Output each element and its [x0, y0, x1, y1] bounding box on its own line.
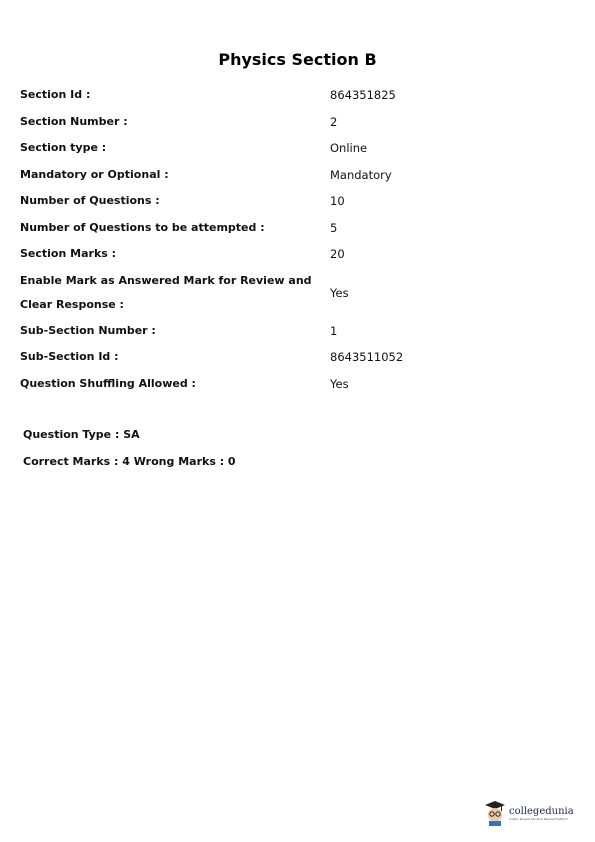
field-value: 1: [330, 323, 338, 338]
field-row-section-number: [20, 109, 580, 136]
field-row-question-shuffling: [20, 371, 580, 398]
field-row-mark-for-review: [20, 268, 580, 318]
field-value: 8643511052: [330, 350, 404, 365]
field-row-questions-to-attempt: [20, 215, 580, 242]
field-value: Yes: [330, 376, 349, 391]
question-type-line: Question Type : SA: [23, 428, 140, 441]
field-value: 2: [330, 114, 338, 129]
field-value: Online: [330, 141, 368, 156]
field-row-section-type: [20, 135, 580, 162]
marks-line: Correct Marks : 4 Wrong Marks : 0: [23, 455, 236, 468]
field-label: Number of Questions to be attempted :: [20, 220, 265, 234]
field-value: 864351825: [330, 88, 396, 103]
field-row-section-marks: [20, 241, 580, 268]
field-label: Section Id :: [20, 88, 91, 102]
logo-tagline: India's largest Student Review Platform: [509, 816, 569, 821]
section-details: [20, 82, 580, 397]
field-value: 10: [330, 194, 345, 209]
page-title: Physics Section B: [218, 50, 377, 69]
field-value: Mandatory: [330, 167, 392, 182]
field-label: Question Shuffling Allowed :: [20, 376, 196, 390]
logo-text: [509, 806, 574, 821]
field-row-section-id: [20, 82, 580, 109]
field-label: Mandatory or Optional :: [20, 167, 169, 181]
field-label: Sub-Section Number :: [20, 323, 156, 337]
field-label: Number of Questions :: [20, 194, 160, 208]
field-row-sub-section-number: [20, 318, 580, 345]
field-row-sub-section-id: [20, 344, 580, 371]
field-label: Sub-Section Id :: [20, 350, 119, 364]
field-value: Yes: [330, 285, 349, 300]
field-label: Section Number :: [20, 114, 128, 128]
field-value: 5: [330, 220, 338, 235]
collegedunia-logo: [484, 798, 584, 828]
field-label: Section type :: [20, 141, 107, 155]
field-value: 20: [330, 247, 345, 262]
field-label: Section Marks :: [20, 247, 117, 261]
graduate-mascot-icon: [484, 800, 506, 826]
field-row-number-of-questions: [20, 188, 580, 215]
logo-name: collegedunia: [509, 805, 574, 817]
field-row-mandatory: [20, 162, 580, 189]
field-label: Enable Mark as Answered Mark for Review and Clear Response :: [20, 273, 312, 311]
